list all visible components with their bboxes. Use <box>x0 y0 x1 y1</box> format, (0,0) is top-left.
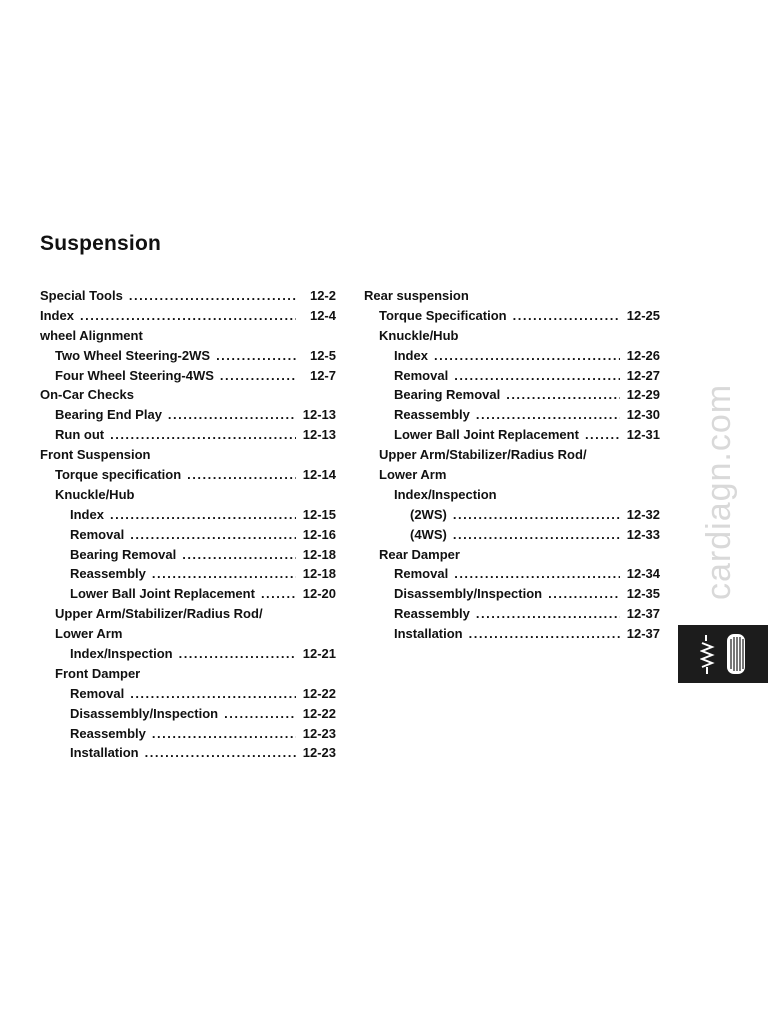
dot-leader <box>130 686 296 701</box>
toc-entry-label: Disassembly/Inspection <box>70 705 219 721</box>
dot-leader <box>476 407 620 422</box>
toc-entry-label: Installation <box>394 626 463 642</box>
toc-entry[interactable] <box>40 467 336 487</box>
toc-entry[interactable] <box>364 348 660 368</box>
page-title: Suspension <box>40 232 162 255</box>
toc-entry-label: Upper Arm/Stabilizer/Radius Rod/ <box>379 447 587 463</box>
toc-entry[interactable] <box>40 606 336 626</box>
toc-entry-page-number: 12-16 <box>302 526 336 542</box>
toc-entry[interactable] <box>364 427 660 447</box>
toc-entry-page-number: 12-21 <box>302 646 336 662</box>
dot-leader <box>152 566 296 581</box>
toc-entry[interactable] <box>40 706 336 726</box>
toc-entry-label: Knuckle/Hub <box>379 327 459 343</box>
dot-leader <box>469 626 620 641</box>
toc-entry[interactable] <box>364 487 660 507</box>
toc-entry-label: Two Wheel Steering-2WS <box>55 347 211 363</box>
toc-entry-page-number: 12-15 <box>302 506 336 522</box>
toc-entry[interactable] <box>40 527 336 547</box>
toc-entry-label: (4WS) <box>410 526 447 542</box>
dot-leader <box>182 547 296 562</box>
dot-leader <box>129 288 296 303</box>
toc-entry-label: Run out <box>55 427 105 443</box>
toc-entry[interactable] <box>40 507 336 527</box>
dot-leader <box>513 308 620 323</box>
toc-entry-page-number: 12-13 <box>302 407 336 423</box>
toc-entry-label: Rear Damper <box>379 546 460 562</box>
toc-entry-page-number: 12-35 <box>626 586 660 602</box>
toc-entry-label: Upper Arm/Stabilizer/Radius Rod/ <box>55 606 263 622</box>
toc-entry-label: Lower Arm <box>379 467 447 483</box>
toc-entry[interactable] <box>40 288 336 308</box>
toc-entry[interactable] <box>40 427 336 447</box>
toc-right-column <box>364 288 660 646</box>
toc-entry-label: Removal <box>394 566 449 582</box>
toc-entry-page-number: 12-32 <box>626 506 660 522</box>
toc-entry-page-number: 12-25 <box>626 307 660 323</box>
suspension-spring-icon <box>700 631 750 677</box>
toc-entry-label: Front Damper <box>55 665 141 681</box>
toc-entry[interactable] <box>364 387 660 407</box>
toc-entry-page-number: 12-18 <box>302 546 336 562</box>
toc-entry[interactable] <box>40 447 336 467</box>
dot-leader <box>453 507 620 522</box>
toc-entry-label: Reassembly <box>70 566 146 582</box>
toc-entry-page-number: 12-27 <box>626 367 660 383</box>
toc-entry[interactable] <box>364 407 660 427</box>
toc-entry-page-number: 12-4 <box>309 307 336 323</box>
toc-entry[interactable] <box>40 328 336 348</box>
toc-entry-label: Removal <box>70 526 125 542</box>
toc-entry-label: Reassembly <box>394 606 470 622</box>
toc-entry-label: Bearing Removal <box>394 387 501 403</box>
toc-entry-label: Index <box>40 307 74 323</box>
dot-leader <box>187 467 296 482</box>
toc-entry[interactable] <box>40 368 336 388</box>
toc-entry[interactable] <box>40 387 336 407</box>
toc-entry-page-number: 12-23 <box>302 725 336 741</box>
toc-entry-page-number: 12-30 <box>626 407 660 423</box>
toc-entry-label: Torque Specification <box>379 307 507 323</box>
dot-leader <box>220 368 296 383</box>
toc-entry[interactable] <box>364 626 660 646</box>
dot-leader <box>224 706 296 721</box>
toc-entry-label: wheel Alignment <box>40 327 143 343</box>
dot-leader <box>110 427 296 442</box>
toc-entry-label: Disassembly/Inspection <box>394 586 543 602</box>
toc-entry-page-number: 12-2 <box>309 288 336 303</box>
toc-entry[interactable] <box>364 308 660 328</box>
toc-entry-label: (2WS) <box>410 506 447 522</box>
toc-entry-page-number: 12-13 <box>302 427 336 443</box>
toc-entry-label: On-Car Checks <box>40 387 134 403</box>
toc-entry-label: Lower Ball Joint Replacement <box>394 427 579 443</box>
toc-entry-label: Index/Inspection <box>394 486 497 502</box>
toc-entry[interactable] <box>364 328 660 348</box>
toc-entry-page-number: 12-20 <box>302 586 336 602</box>
toc-entry-page-number: 12-14 <box>302 467 336 483</box>
dot-leader <box>110 507 296 522</box>
toc-entry-label: Lower Arm <box>55 626 123 642</box>
toc-entry[interactable] <box>40 348 336 368</box>
toc-entry-label: Index <box>394 347 428 363</box>
toc-entry[interactable] <box>364 547 660 567</box>
toc-entry-page-number: 12-34 <box>626 566 660 582</box>
toc-entry-label: Bearing Removal <box>70 546 177 562</box>
toc-entry-page-number: 12-22 <box>302 705 336 721</box>
toc-entry-page-number: 12-23 <box>302 745 336 761</box>
toc-entry-label: Index/Inspection <box>70 646 173 662</box>
toc-entry-page-number: 12-37 <box>626 606 660 622</box>
toc-entry-label: Front Suspension <box>40 447 151 463</box>
toc-entry-page-number: 12-29 <box>626 387 660 403</box>
dot-leader <box>454 566 620 581</box>
toc-entry-page-number: 12-31 <box>626 427 660 443</box>
toc-entry-label: Index <box>70 506 104 522</box>
toc-entry[interactable] <box>364 447 660 467</box>
dot-leader <box>152 726 296 741</box>
toc-entry[interactable] <box>40 566 336 586</box>
toc-entry-label: Reassembly <box>394 407 470 423</box>
toc-entry-label: Knuckle/Hub <box>55 486 135 502</box>
toc-entry-label: Bearing End Play <box>55 407 162 423</box>
dot-leader <box>261 586 296 601</box>
toc-entry-label: Lower Ball Joint Replacement <box>70 586 255 602</box>
toc-entry[interactable] <box>364 288 660 308</box>
toc-entry-label: Reassembly <box>70 725 146 741</box>
toc-entry[interactable] <box>40 646 336 666</box>
dot-leader <box>454 368 620 383</box>
toc-entry[interactable] <box>40 308 336 328</box>
dot-leader <box>130 527 296 542</box>
dot-leader <box>453 527 620 542</box>
toc-entry[interactable] <box>364 507 660 527</box>
toc-entry-label: Four Wheel Steering-4WS <box>55 367 214 383</box>
toc-entry[interactable] <box>364 368 660 388</box>
section-tab[interactable] <box>678 625 768 683</box>
toc-entry-label: Torque specification <box>55 467 182 483</box>
toc-entry[interactable] <box>40 547 336 567</box>
dot-leader <box>434 348 620 363</box>
dot-leader <box>548 586 620 601</box>
toc-entry-page-number: 12-18 <box>302 566 336 582</box>
toc-entry-label: Removal <box>70 685 125 701</box>
toc-entry-label: Removal <box>394 367 449 383</box>
toc-entry[interactable] <box>40 586 336 606</box>
toc-entry-page-number: 12-37 <box>626 626 660 642</box>
toc-entry[interactable] <box>40 666 336 686</box>
toc-entry[interactable] <box>364 467 660 487</box>
toc-entry-page-number: 12-5 <box>309 347 336 363</box>
toc-entry[interactable] <box>40 745 336 765</box>
toc-entry[interactable] <box>364 586 660 606</box>
dot-leader <box>476 606 620 621</box>
toc-entry[interactable] <box>40 626 336 646</box>
dot-leader <box>80 308 296 323</box>
toc-entry[interactable] <box>40 686 336 706</box>
toc-entry-label: Rear suspension <box>364 288 469 303</box>
toc-entry-label: Special Tools <box>40 288 123 303</box>
toc-entry[interactable] <box>40 726 336 746</box>
toc-entry[interactable] <box>40 487 336 507</box>
dot-leader <box>506 387 620 402</box>
toc-entry[interactable] <box>40 407 336 427</box>
toc-entry[interactable] <box>364 566 660 586</box>
toc-entry-page-number: 12-7 <box>309 367 336 383</box>
dot-leader <box>179 646 296 661</box>
watermark: cardiagn.com <box>700 383 738 600</box>
dot-leader <box>585 427 620 442</box>
toc-entry[interactable] <box>364 606 660 626</box>
toc-left-column <box>40 288 336 765</box>
dot-leader <box>168 407 296 422</box>
dot-leader <box>145 745 296 760</box>
dot-leader <box>216 348 296 363</box>
toc-entry-page-number: 12-22 <box>302 685 336 701</box>
toc-entry-page-number: 12-26 <box>626 347 660 363</box>
toc-entry-label: Installation <box>70 745 139 761</box>
toc-entry-page-number: 12-33 <box>626 526 660 542</box>
toc-entry[interactable] <box>364 527 660 547</box>
